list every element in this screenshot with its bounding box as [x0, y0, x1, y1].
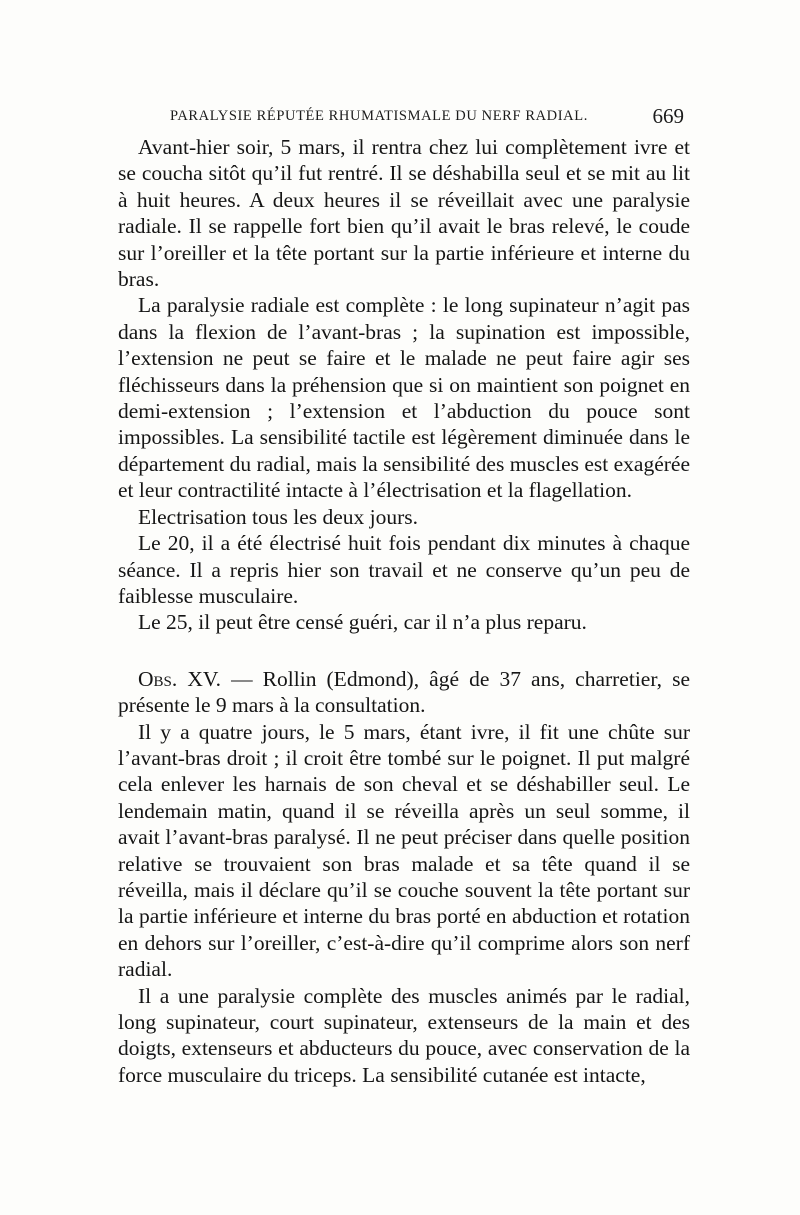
- observation-heading-paragraph: [118, 666, 690, 719]
- paragraph: Il a une paralysie complète des muscles animés par le radial, long supinateur, court supinateur, extenseurs de la main et des doigts, extenseurs et abducteurs du pouce, avec conservation de la force musculaire du triceps. La sensibilité cutanée est intacte,: [118, 983, 690, 1087]
- observation-number: XV.: [187, 666, 222, 691]
- paragraph: Avant-hier soir, 5 mars, il rentra chez lui complètement ivre et se coucha sitôt qu’il fut rentré. Il se déshabilla seul et se mit au lit à huit heures. A deux heures il se réveillait avec une paralysie radiale. Il se rappelle fort bien qu’il avait le bras relevé, le coude sur l’oreiller et la tête portant sur la partie inférieure et interne du bras.: [118, 135, 690, 292]
- running-title: PARALYSIE RÉPUTÉE RHUMATISMALE DU NERF RADIAL.: [170, 108, 588, 124]
- page-number: 669: [652, 104, 684, 128]
- paragraph: Il y a quatre jours, le 5 mars, étant ivre, il fit une chûte sur l’avant-bras droit ; il croit être tombé sur le poignet. Il put malgré cela enlever les harnais de son cheval et se déshabiller seul. Le lendemain matin, quand il se réveilla après un seul somme, il avait l’avant-bras paralysé. Il ne peut préciser dans quelle position relative se trouvaient son bras malade et sa tête quand il se réveilla, mais il déclare qu’il se couche souvent la tête portant sur la partie inférieure et interne du bras porté en abduction et rotation en dehors sur l’oreiller, c’est-à-dire qu’il comprime alors son nerf radial.: [118, 719, 690, 982]
- paragraph: Electrisation tous les deux jours.: [138, 504, 419, 529]
- body-text: [118, 134, 690, 1088]
- running-head: [118, 104, 690, 132]
- paragraph: Le 25, il peut être censé guéri, car il n’a plus reparu.: [138, 610, 587, 635]
- paragraph: La paralysie radiale est complète : le long supinateur n’agit pas dans la flexion de l’avant-bras ; la supination est impossible, l’extension ne peut se faire et le malade ne peut faire agir ses fléchisseurs dans la préhension que si on maintient son poignet en demi-extension ; l’extension et l’abduction du pouce sont impossibles. La sensibilité tactile est légèrement diminuée dans le département du radial, mais la sensibilité des muscles est exagérée et leur contractilité intacte à l’électrisation et la flagellation.: [118, 293, 690, 503]
- observation-label: Obs.: [138, 666, 178, 691]
- section-gap: [118, 636, 690, 666]
- observation-opening: — Rollin (Edmond), âgé de 37 ans, charretier, se présente le 9 mars à la consultation.: [118, 666, 691, 718]
- paragraph: Le 20, il a été électrisé huit fois pendant dix minutes à chaque séance. Il a repris hier son travail et ne conserve qu’un peu de faiblesse musculaire.: [118, 531, 690, 608]
